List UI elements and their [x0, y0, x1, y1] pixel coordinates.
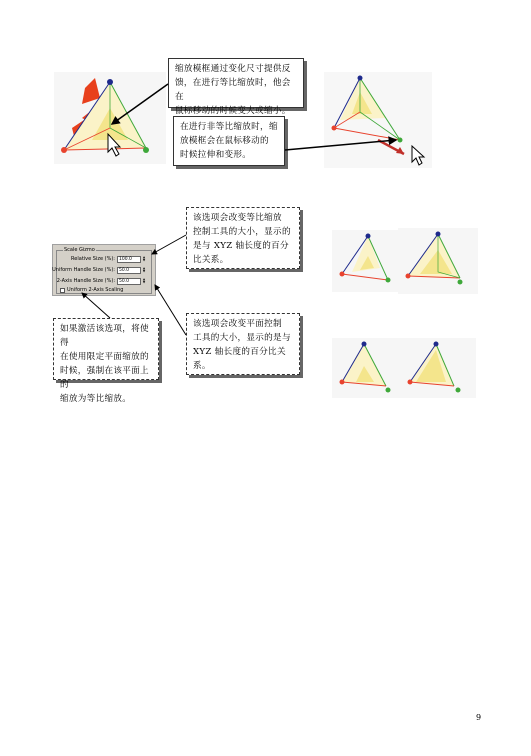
callout-line: 控制工具的大小，显示的 [193, 227, 291, 237]
uniform-2axis-label: Uniform 2-Axis Scaling [67, 287, 124, 293]
spinner-arrows-icon[interactable]: ▲ ▼ [142, 254, 146, 262]
uniform-handle-spinner[interactable]: 50.0 [117, 267, 141, 274]
callout-line: 在进行非等比缩放时，缩 [180, 122, 278, 132]
callout-line: 该选项会改变等比缩放 [193, 213, 282, 223]
arrow-to-relative-size [152, 235, 186, 254]
callout-line: 馈，在进行等比缩放时，他会在 [175, 78, 291, 102]
callout-line: 该选项会改变平面控制 [193, 319, 282, 329]
group-title: Scale Gizmo [64, 247, 95, 253]
spinner-arrows-icon[interactable]: ▲ ▼ [142, 265, 146, 273]
arrow-to-uniform-2axis [82, 293, 110, 318]
arrow-to-uniform-gizmo [112, 84, 168, 124]
callout-line: 时候，强制在该平面上的 [60, 366, 149, 390]
page-number: 9 [476, 713, 482, 722]
callout-line: 比关系。 [193, 255, 229, 265]
callout-line: 系。 [193, 361, 211, 371]
callout-line: 鼠标移动的时候变大或缩小。 [175, 106, 291, 116]
callout-line: XYZ 轴长度的百分比关 [193, 347, 286, 357]
callout-line: 在使用限定平面缩放的 [60, 352, 149, 362]
arrow-to-nonuniform-gizmo [285, 140, 396, 150]
callout-line: 缩放为等比缩放。 [60, 394, 132, 404]
relative-size-spinner[interactable]: 100.0 [117, 256, 141, 263]
two-axis-handle-spinner[interactable]: 50.0 [117, 278, 141, 285]
arrow-to-plane-handle [155, 285, 186, 335]
callout-line: 工具的大小，显示的是与 [193, 333, 291, 343]
callout-line: 缩放模框通过变化尺寸提供反 [175, 64, 291, 74]
relative-size-label: Relative Size (%): [71, 256, 115, 262]
callout-line: 如果激活该选项，将使得 [60, 324, 149, 348]
two-axis-handle-label: 2-Axis Handle Size (%): [56, 278, 115, 284]
callout-line: 是与 XYZ 轴长度的百分 [193, 241, 289, 251]
uniform-handle-label: Uniform Handle Size (%): [52, 267, 115, 273]
callout-line: 放模框会在鼠标移动的 [180, 136, 269, 146]
callout-line: 时候拉伸和变形。 [180, 150, 252, 160]
spinner-arrows-icon[interactable]: ▲ ▼ [142, 276, 146, 284]
